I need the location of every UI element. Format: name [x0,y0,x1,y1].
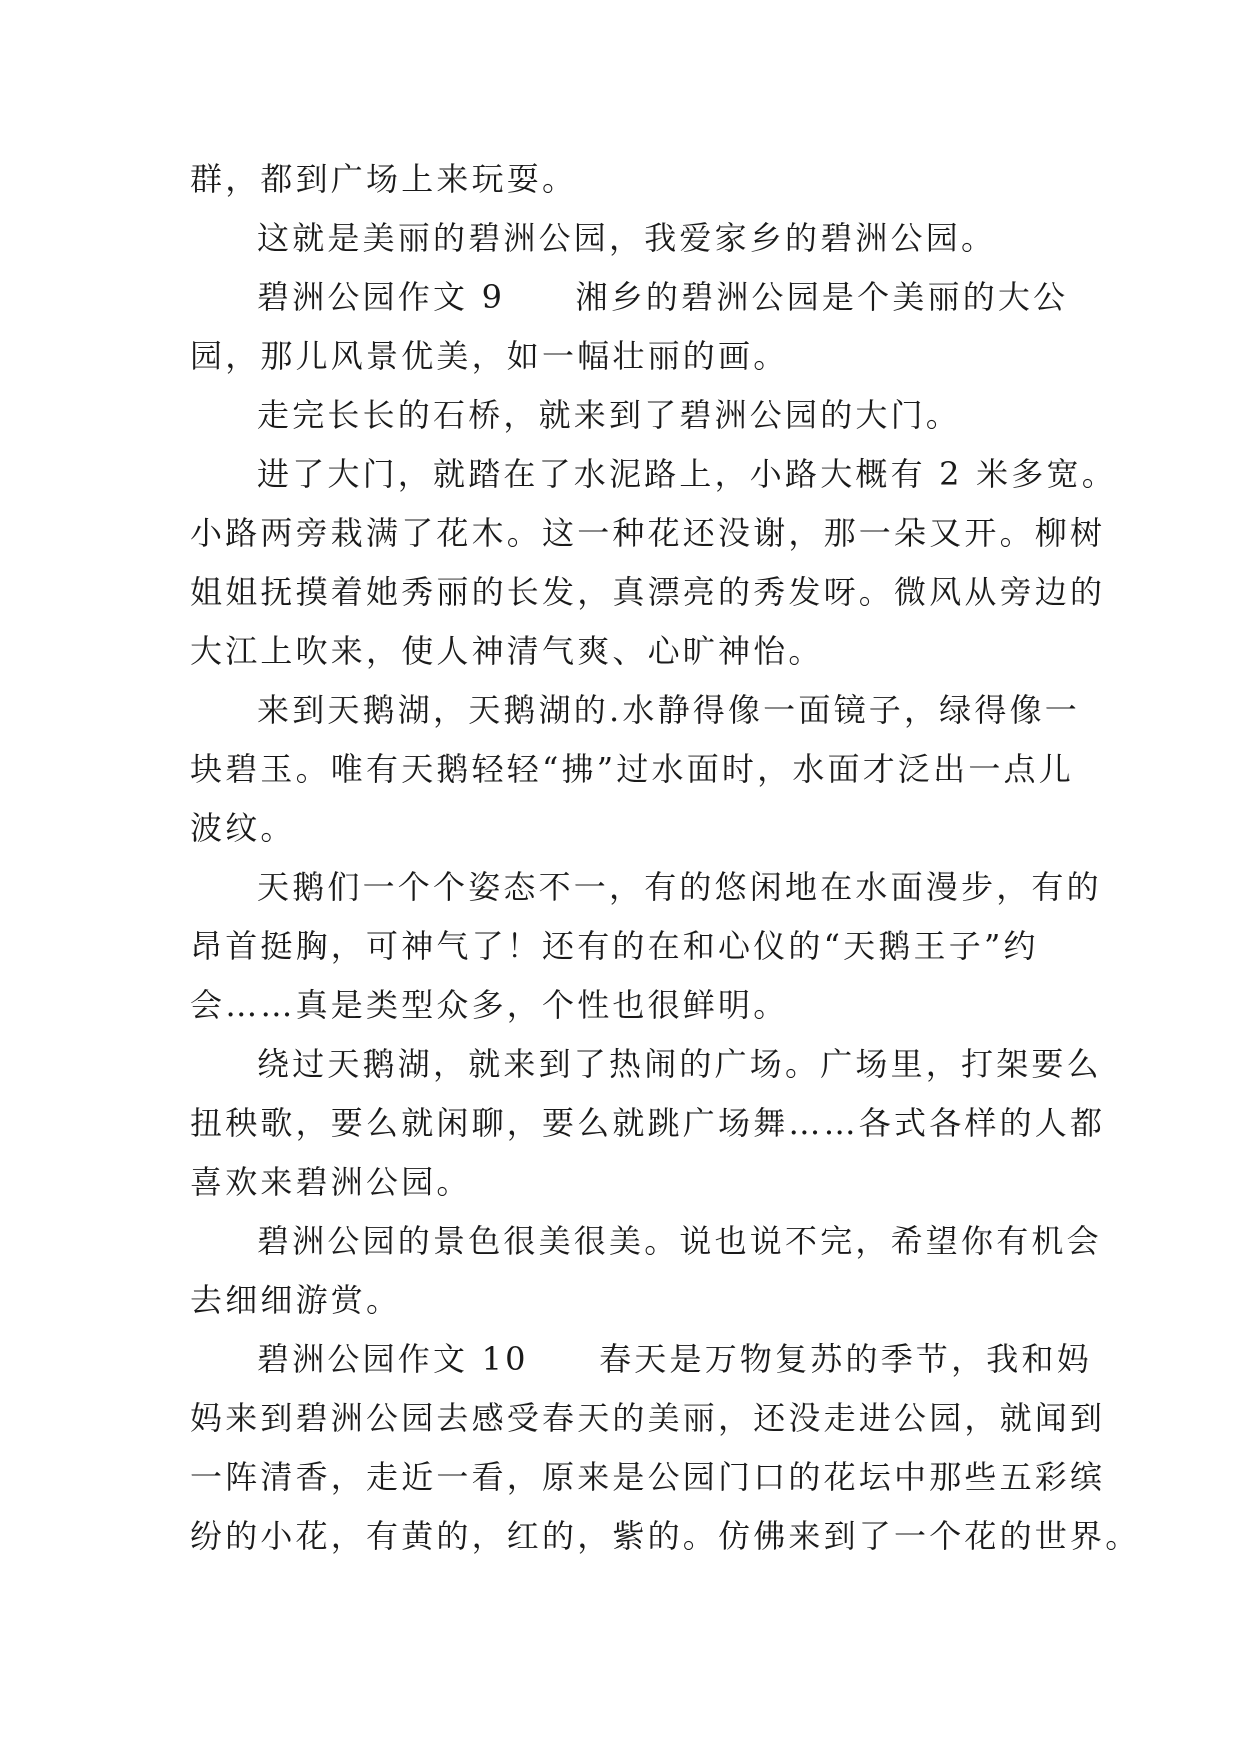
text-line: 这就是美丽的碧洲公园，我爱家乡的碧洲公园。 [257,219,997,257]
text-line: 天鹅们一个个姿态不一，有的悠闲地在水面漫步，有的 [257,868,1102,906]
text-line: 昂首挺胸，可神气了！还有的在和心仪的“天鹅王子”约 [190,927,1039,965]
text-line: 一阵清香，走近一看，原来是公园门口的花坛中那些五彩缤 [190,1458,1106,1496]
text-line: 波纹。 [190,809,296,847]
text-line: 喜欢来碧洲公园。 [190,1163,472,1201]
text-line: 去细细游赏。 [190,1281,402,1319]
text-line: 妈来到碧洲公园去感受春天的美丽，还没走进公园，就闻到 [190,1399,1106,1437]
text-line: 会……真是类型众多，个性也很鲜明。 [190,986,789,1024]
text-line: 碧洲公园作文 9 湘乡的碧洲公园是个美丽的大公 [257,278,1069,316]
text-line: 扭秧歌，要么就闲聊，要么就跳广场舞……各式各样的人都 [190,1104,1106,1142]
text-line: 大江上吹来，使人神清气爽、心旷神怡。 [190,632,824,670]
text-line: 园，那儿风景优美，如一幅壮丽的画。 [190,337,789,375]
text-line: 碧洲公园作文 10 春天是万物复苏的季节，我和妈 [257,1340,1092,1378]
text-line: 纷的小花，有黄的，红的，紫的。仿佛来到了一个花的世界。 [190,1517,1141,1555]
text-line: 块碧玉。唯有天鹅轻轻“拂”过水面时，水面才泛出一点儿 [190,750,1074,788]
text-line: 小路两旁栽满了花木。这一种花还没谢，那一朵又开。柳树 [190,514,1106,552]
text-line: 进了大门，就踏在了水泥路上，小路大概有 2 米多宽。 [257,455,1117,493]
essay-body [190,150,1141,1566]
text-line: 碧洲公园的景色很美很美。说也说不完，希望你有机会 [257,1222,1102,1260]
text-line: 姐姐抚摸着她秀丽的长发，真漂亮的秀发呀。微风从旁边的 [190,573,1106,611]
text-line: 绕过天鹅湖，就来到了热闹的广场。广场里，打架要么 [257,1045,1102,1083]
text-line: 群，都到广场上来玩耍。 [190,160,578,198]
text-line: 走完长长的石桥，就来到了碧洲公园的大门。 [257,396,962,434]
text-line: 来到天鹅湖，天鹅湖的.水静得像一面镜子，绿得像一 [257,691,1080,729]
